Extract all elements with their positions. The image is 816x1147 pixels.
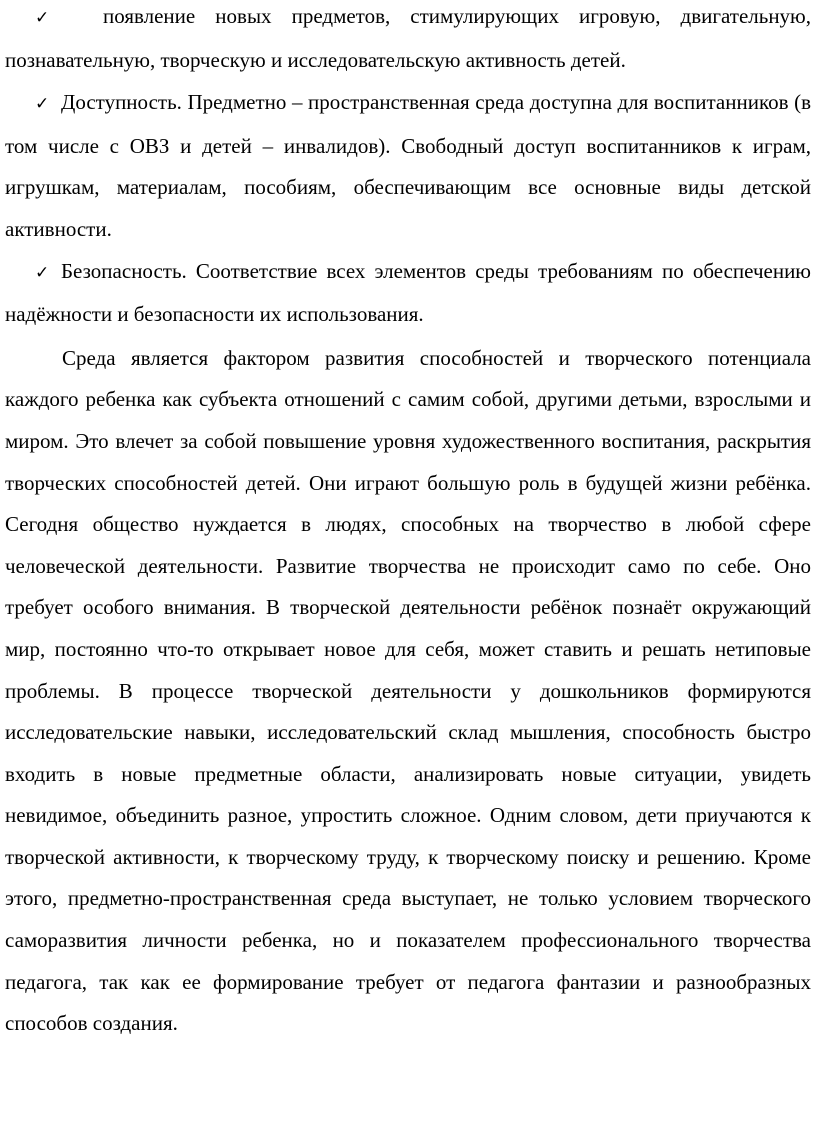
checkmark-icon: ✓: [35, 262, 50, 283]
bullet-text: Безопасность. Соответствие всех элементов среды требованиям по обеспечению надёжности и безопасности их использования.: [5, 258, 811, 327]
bullet-item-new-objects: [5, 0, 811, 81]
bullet-text: Доступность. Предметно – пространственная среда доступна для воспитанников (в том числе с ОВЗ и детей – инвалидов). Свободный доступ воспитанников к играм, игрушкам, материалам, пособиям, обеспечивающим все основные виды детской активности.: [5, 90, 811, 241]
bullet-item-accessibility: [5, 82, 811, 250]
bullet-text: появление новых предметов, стимулирующих игровую, двигательную, познавательную, творческую и исследовательскую активность детей.: [5, 4, 811, 72]
checkmark-icon: ✓: [35, 8, 50, 28]
document-page: [5, 0, 811, 1045]
body-paragraph: Среда является фактором развития способностей и творческого потенциала каждого ребенка как субъекта отношений с самим собой, другими детьми, взрослыми и миром. Это влечет за собой повышение уровня художественного воспитания, раскрытия творческих способностей детей. Они играют большую роль в будущей жизни ребёнка. Сегодня общество нуждается в людях, способных на творчество в любой сфере человеческой деятельности. Развитие творчества не происходит само по себе. Оно требует особого внимания. В творческой деятельности ребёнок познаёт окружающий мир, постоянно что-то открывает новое для себя, может ставить и решать нетиповые проблемы. В процессе творческой деятельности у дошкольников формируются исследовательские навыки, исследовательский склад мышления, способность быстро входить в новые предметные области, анализировать новые ситуации, увидеть невидимое, объединить разное, упростить сложное. Одним словом, дети приучаются к творческой активности, к творческому труду, к творческому поиску и решению. Кроме этого, предметно-пространственная среда выступает, не только условием творческого саморазвития личности ребенка, но и показателем профессионального творчества педагога, так как ее формирование требует от педагога фантазии и разнообразных способов создания.: [5, 345, 811, 1036]
checkmark-icon: ✓: [35, 94, 50, 115]
bullet-item-safety: [5, 251, 811, 336]
